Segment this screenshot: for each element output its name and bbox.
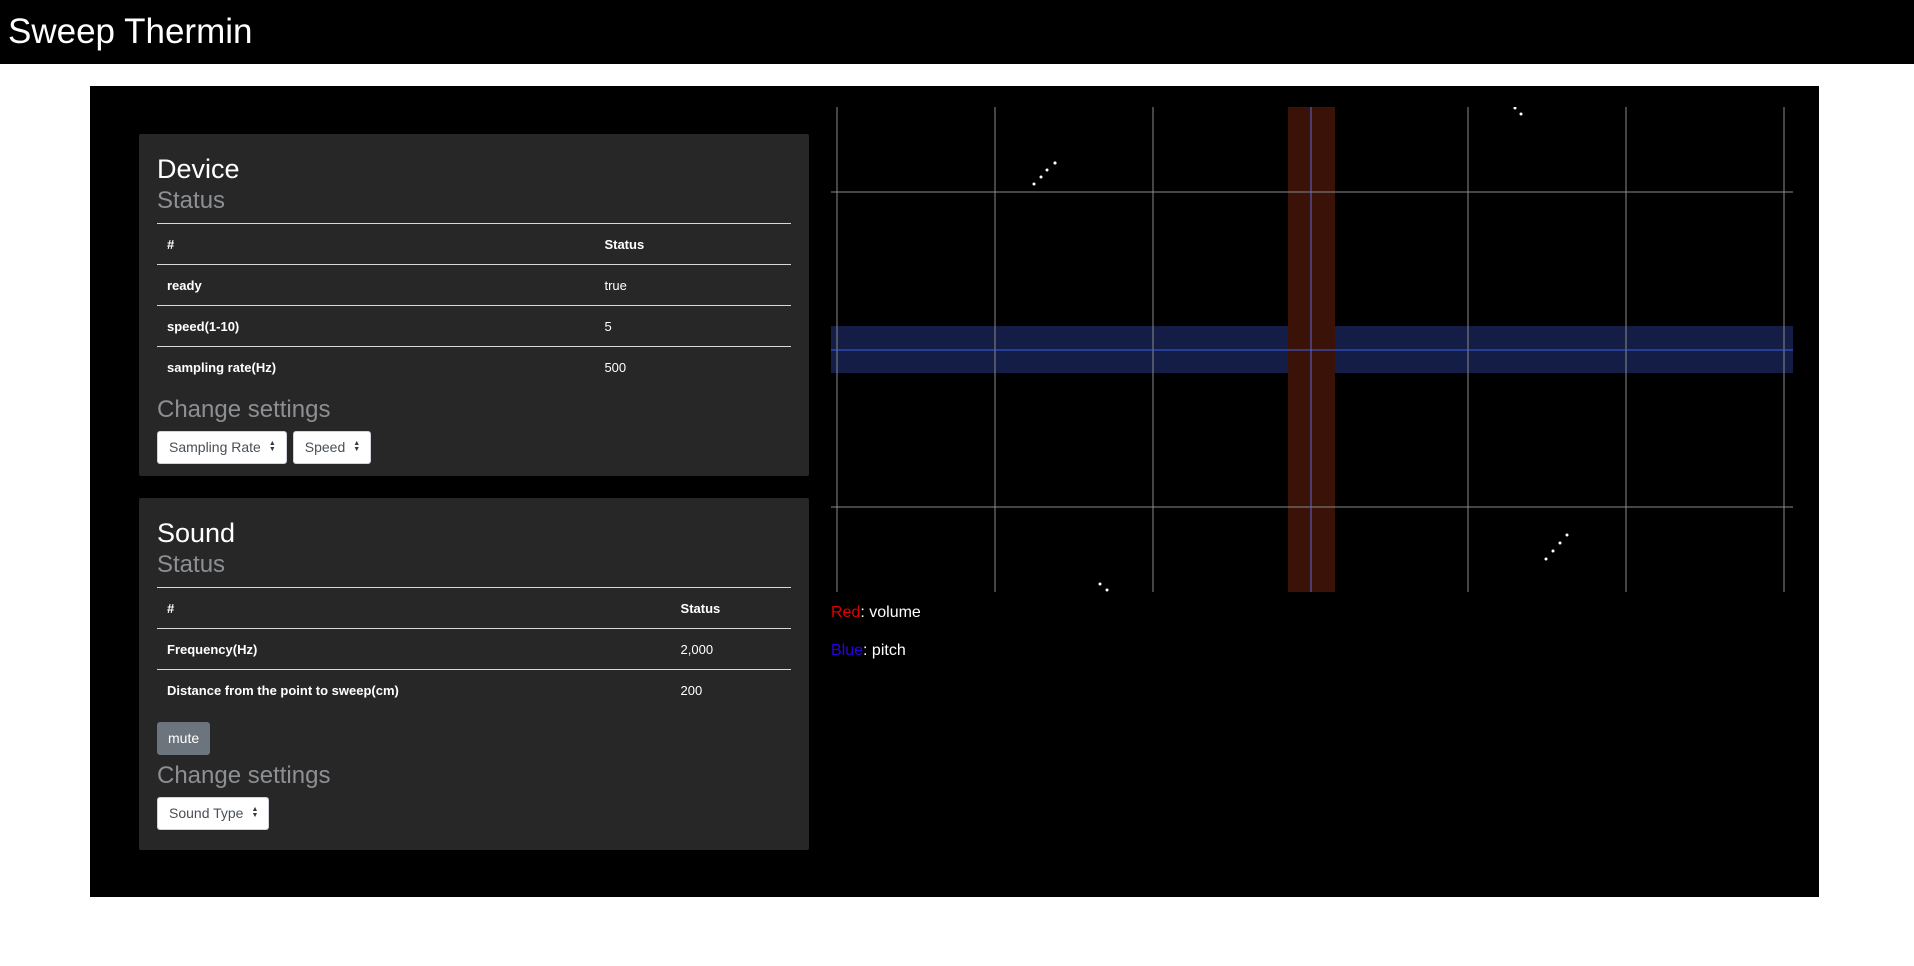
mute-button[interactable]: mute [157, 722, 210, 755]
sound-panel [139, 498, 809, 850]
row-label-ready: ready [157, 265, 594, 306]
updown-caret-icon: ▲ ▼ [251, 806, 259, 819]
sound-heading: Sound [157, 518, 236, 548]
column-header-status: Status [594, 224, 791, 265]
app-title: Sweep Thermin [8, 12, 253, 51]
speed-select-label: Speed [304, 439, 346, 455]
device-change-settings-heading: Change settings [157, 395, 331, 423]
column-header-status: Status [671, 588, 791, 629]
sweep-visualization [831, 107, 1793, 592]
table-row [157, 629, 791, 670]
speed-select[interactable] [293, 431, 371, 464]
row-value-distance: 200 [671, 670, 791, 711]
sweep-point [1040, 176, 1043, 179]
legend-volume [831, 604, 921, 622]
sweep-point [1514, 107, 1517, 110]
table-row [157, 670, 791, 711]
sweep-point [1559, 542, 1562, 545]
sweep-point [1552, 550, 1555, 553]
sound-settings-selects [157, 797, 791, 830]
legend-red-desc: : volume [860, 604, 921, 621]
device-heading: Device [157, 154, 240, 184]
table-header-row [157, 224, 791, 265]
row-label-sampling-rate: sampling rate(Hz) [157, 347, 594, 388]
sweep-point [1566, 534, 1569, 537]
row-label-frequency: Frequency(Hz) [157, 629, 671, 670]
row-value-ready: true [594, 265, 791, 306]
row-value-sampling-rate: 500 [594, 347, 791, 388]
table-header-row [157, 588, 791, 629]
device-settings-selects [157, 431, 791, 464]
app-header [0, 0, 1914, 64]
sound-status-table [157, 587, 791, 711]
updown-caret-icon: ▲ ▼ [268, 440, 276, 453]
row-label-distance: Distance from the point to sweep(cm) [157, 670, 671, 711]
table-row [157, 265, 791, 306]
sweep-point [1054, 162, 1057, 165]
sweep-point [1033, 183, 1036, 186]
column-header-number: # [157, 588, 671, 629]
sweep-point [1106, 589, 1109, 592]
sound-type-select-label: Sound Type [169, 805, 244, 821]
sweep-point [1099, 583, 1102, 586]
table-row [157, 347, 791, 388]
legend-pitch [831, 642, 906, 660]
sweep-point [1046, 169, 1049, 172]
sampling-rate-select-label: Sampling Rate [169, 439, 261, 455]
legend-red-label: Red [831, 604, 861, 621]
sound-change-settings-heading: Change settings [157, 761, 331, 789]
sound-type-select[interactable] [157, 797, 269, 830]
device-panel [139, 134, 809, 476]
column-header-number: # [157, 224, 594, 265]
updown-caret-icon: ▲ ▼ [353, 440, 361, 453]
row-value-frequency: 2,000 [671, 629, 791, 670]
sweep-point [1545, 558, 1548, 561]
sweep-point [1520, 113, 1523, 116]
table-row [157, 306, 791, 347]
row-value-speed: 5 [594, 306, 791, 347]
sampling-rate-select[interactable] [157, 431, 287, 464]
row-label-speed: speed(1-10) [157, 306, 594, 347]
device-status-table [157, 223, 791, 388]
device-status-heading: Status [157, 187, 226, 214]
legend-blue-label: Blue [831, 642, 864, 659]
sound-status-heading: Status [157, 551, 226, 578]
legend-blue-desc: : pitch [863, 642, 906, 659]
main-stage [90, 86, 1819, 897]
